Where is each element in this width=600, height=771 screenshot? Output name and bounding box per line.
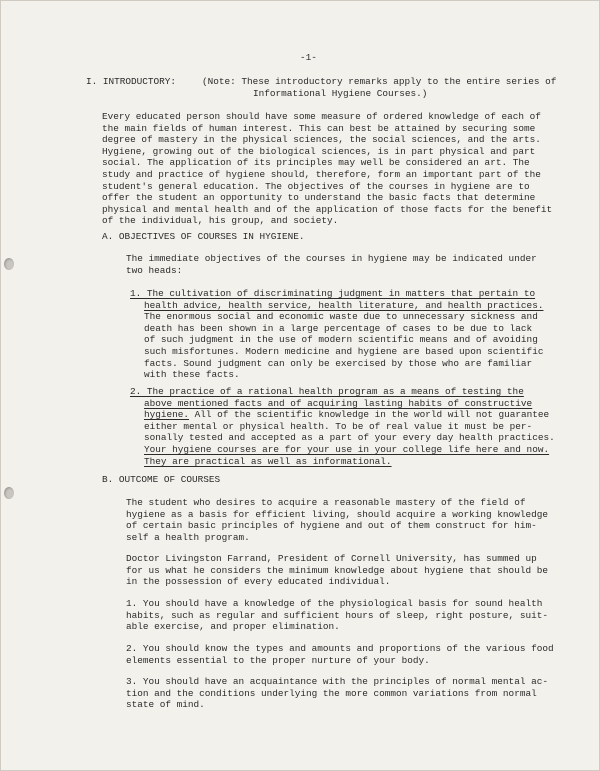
intro-note: (Note: These introductory remarks apply to the entire series of Informational Hygiene Courses.) xyxy=(202,76,557,99)
binder-hole xyxy=(4,258,14,270)
section-b-heading: B. OUTCOME OF COURSES xyxy=(102,474,221,485)
objective-1: 1. The cultivation of discriminating judgment in matters that pertain to health advice, health service, health literature, and health practices. The enormous social and economic waste due to unnecessary sickness and death has been shown in a large percentage of cases to be due to lack of such judgment in the use of modern scientific means and of avoiding such misfortunes. Modern medicine and hygiene are based upon scientific facts. Sound judgment can only be exercised by those who are familiar with these facts. xyxy=(130,288,544,381)
page-number: -1- xyxy=(300,52,317,63)
outcome-point-1: 1. You should have a knowledge of the physiological basis for sound health habits, such as regular and sufficient hours of sleep, right posture, suit- able exercise, and proper elimination. xyxy=(126,598,548,633)
objective-2: 2. The practice of a rational health program as a means of testing the above mentioned facts and of acquiring lasting habits of constructive hygiene. All of the scientific knowledge in the world will not guarantee either mental or physical health. To be of real value it must be per- sonally tested and accepted as a part of your every day health practices. Your hygiene courses are for your use in your college life here and now. They are practical as well as informational. xyxy=(130,386,555,467)
section-a-heading: A. OBJECTIVES OF COURSES IN HYGIENE. xyxy=(102,231,305,242)
section-a-intro: The immediate objectives of the courses in hygiene may be indicated under two heads: xyxy=(126,253,537,276)
section-b-paragraph-1: The student who desires to acquire a reasonable mastery of the field of hygiene as a basis for efficient living, should acquire a working knowledge of certain basic principles of hygiene and out of them construct for him- self a health program. xyxy=(126,497,548,543)
intro-heading: I. INTRODUCTORY: xyxy=(86,76,177,87)
outcome-point-3: 3. You should have an acquaintance with the principles of normal mental ac- tion and the conditions underlying the more common variations from normal state of mind. xyxy=(126,676,548,711)
outcome-point-2: 2. You should know the types and amounts and proportions of the various food elements essential to the proper nurture of your body. xyxy=(126,643,554,666)
section-b-paragraph-2: Doctor Livingston Farrand, President of Cornell University, has summed up for us what he considers the minimum knowledge about hygiene that should be in the possession of every educated individual. xyxy=(126,553,548,588)
intro-paragraph: Every educated person should have some measure of ordered knowledge of each of the main fields of human interest. This can best be attained by securing some degree of mastery in the physical sciences, the social sciences, and the arts. Hygiene, growing out of the biological sciences, is in part physical and part social. The application of its principles may well be considered an art. The study and practice of hygiene should, therefore, form an important part of the student's general education. The objectives of the courses in hygiene are to offer the student an opportunity to understand the basic facts that determine physical and mental health and of the application of those facts for the benefit of the individual, his group, and society. xyxy=(102,111,553,227)
binder-hole xyxy=(4,487,14,499)
